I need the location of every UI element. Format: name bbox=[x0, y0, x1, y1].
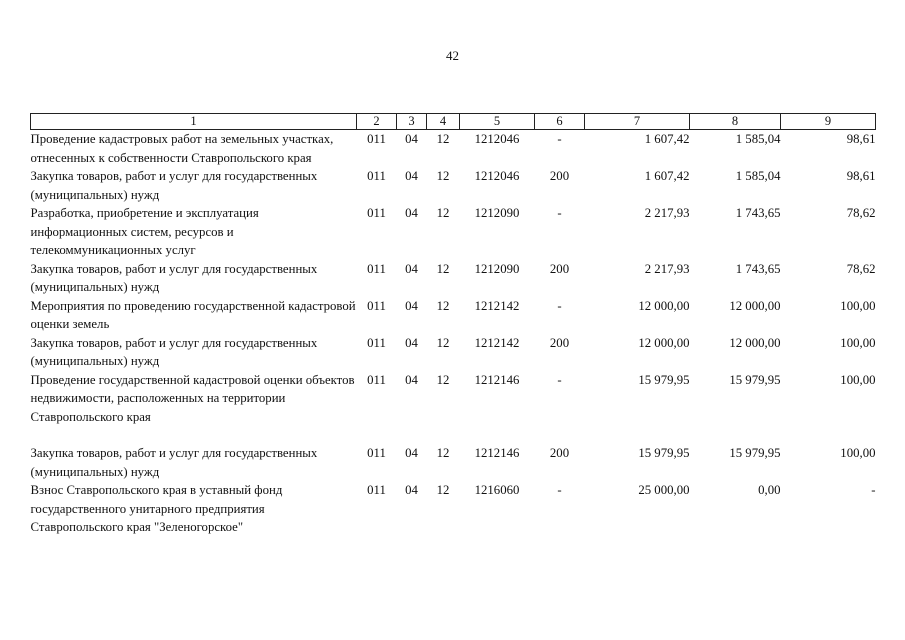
cell-c7: 15 979,95 bbox=[638, 446, 690, 460]
column-header-4: 4 bbox=[427, 114, 460, 130]
cell-c2: 011 bbox=[367, 298, 386, 313]
row-name: Проведение государственной кадастровой оценки объектов недвижимости, расположенных на территории Ставропольского края bbox=[30, 372, 355, 424]
cell-c4: 12 bbox=[436, 446, 450, 460]
cell-c4: 12 bbox=[436, 206, 450, 220]
cell-c7: 1 607,42 bbox=[644, 169, 690, 183]
header-row bbox=[31, 114, 876, 130]
cell-c3: 04 bbox=[405, 206, 418, 220]
table-row bbox=[31, 167, 876, 204]
cell-c5: 1212146 bbox=[474, 446, 520, 460]
cell-c6: - bbox=[557, 206, 562, 220]
cell-c8: 15 979,95 bbox=[729, 372, 781, 387]
row-name: Закупка товаров, работ и услуг для государственных (муниципальных) нужд bbox=[30, 335, 318, 368]
cell-c5: 1212046 bbox=[474, 132, 520, 146]
cell-c2: 011 bbox=[367, 483, 386, 497]
table-row bbox=[31, 204, 876, 260]
row-name: Проведение кадастровых работ на земельных участках, отнесенных к собственности Ставропольского края bbox=[30, 132, 334, 165]
cell-c3: 04 bbox=[405, 169, 418, 183]
column-header-8: 8 bbox=[690, 114, 781, 130]
cell-c9: - bbox=[871, 483, 876, 497]
cell-c9: 100,00 bbox=[840, 335, 876, 350]
cell-c7: 1 607,42 bbox=[644, 132, 690, 146]
row-name: Разработка, приобретение и эксплуатация информационных систем, ресурсов и телекоммуникационных услуг bbox=[30, 206, 259, 257]
cell-c2: 011 bbox=[367, 372, 386, 387]
cell-c3: 04 bbox=[405, 132, 418, 146]
column-header-7: 7 bbox=[585, 114, 690, 130]
row-name: Закупка товаров, работ и услуг для государственных (муниципальных) нужд bbox=[30, 169, 318, 202]
cell-c7: 12 000,00 bbox=[638, 335, 690, 350]
cell-c9: 78,62 bbox=[846, 261, 876, 276]
row-name: Закупка товаров, работ и услуг для государственных (муниципальных) нужд bbox=[30, 446, 318, 479]
cell-c3: 04 bbox=[405, 483, 418, 497]
cell-c7: 2 217,93 bbox=[644, 206, 690, 220]
cell-c2: 011 bbox=[367, 446, 386, 460]
cell-c4: 12 bbox=[436, 335, 450, 350]
cell-c5: 1212090 bbox=[474, 261, 520, 276]
cell-c3: 04 bbox=[405, 335, 418, 350]
column-header-6: 6 bbox=[535, 114, 585, 130]
table-row bbox=[31, 444, 876, 481]
table-row bbox=[31, 297, 876, 334]
cell-c5: 1212046 bbox=[474, 169, 520, 183]
cell-c9: 100,00 bbox=[840, 298, 876, 313]
column-header-1: 1 bbox=[31, 114, 357, 130]
cell-c2: 011 bbox=[367, 206, 386, 220]
page-number: 42 bbox=[446, 48, 459, 63]
cell-c3: 04 bbox=[405, 298, 418, 313]
cell-c2: 011 bbox=[367, 335, 386, 350]
cell-c5: 1216060 bbox=[474, 483, 520, 497]
cell-c6: - bbox=[557, 132, 562, 146]
table-row bbox=[31, 334, 876, 371]
column-header-2: 2 bbox=[357, 114, 397, 130]
cell-c7: 2 217,93 bbox=[644, 261, 690, 276]
cell-c8: 1 585,04 bbox=[735, 169, 781, 183]
cell-c5: 1212090 bbox=[474, 206, 520, 220]
column-header-5: 5 bbox=[460, 114, 535, 130]
cell-c6: - bbox=[557, 483, 562, 497]
cell-c2: 011 bbox=[367, 169, 386, 183]
cell-c3: 04 bbox=[405, 372, 418, 387]
cell-c4: 12 bbox=[436, 372, 450, 387]
table-row bbox=[31, 260, 876, 297]
table-row bbox=[31, 481, 876, 537]
cell-c4: 12 bbox=[436, 261, 450, 276]
cell-c6: - bbox=[557, 298, 562, 313]
cell-c5: 1212142 bbox=[474, 298, 520, 313]
cell-c9: 78,62 bbox=[846, 206, 876, 220]
cell-c8: 15 979,95 bbox=[729, 446, 781, 460]
cell-c8: 1 743,65 bbox=[735, 206, 781, 220]
row-name: Мероприятия по проведению государственной кадастровой оценки земель bbox=[30, 298, 356, 331]
cell-c7: 12 000,00 bbox=[638, 298, 690, 313]
column-header-3: 3 bbox=[397, 114, 427, 130]
cell-c4: 12 bbox=[436, 298, 450, 313]
cell-c7: 25 000,00 bbox=[638, 483, 690, 497]
table-row bbox=[31, 371, 876, 427]
cell-c6: 200 bbox=[549, 261, 570, 276]
column-header-9: 9 bbox=[781, 114, 876, 130]
cell-c4: 12 bbox=[436, 132, 450, 146]
cell-c8: 1 585,04 bbox=[735, 132, 781, 146]
cell-c2: 011 bbox=[367, 132, 386, 146]
cell-c3: 04 bbox=[405, 261, 418, 276]
cell-c9: 100,00 bbox=[840, 446, 876, 460]
row-name: Закупка товаров, работ и услуг для государственных (муниципальных) нужд bbox=[30, 261, 318, 294]
cell-c4: 12 bbox=[436, 169, 450, 183]
cell-c8: 0,00 bbox=[758, 483, 781, 497]
cell-c9: 98,61 bbox=[846, 132, 876, 146]
spacer-row bbox=[31, 426, 876, 444]
row-name: Взнос Ставропольского края в уставный фонд государственного унитарного предприятия Ставропольского края "Зеленогорское" bbox=[30, 483, 283, 534]
budget-table bbox=[30, 113, 876, 537]
cell-c8: 12 000,00 bbox=[729, 335, 781, 350]
spacer-cell bbox=[31, 426, 876, 444]
cell-c9: 100,00 bbox=[840, 372, 876, 387]
cell-c8: 1 743,65 bbox=[735, 261, 781, 276]
cell-c4: 12 bbox=[436, 483, 450, 497]
cell-c6: 200 bbox=[549, 335, 570, 350]
table-row bbox=[31, 130, 876, 168]
cell-c3: 04 bbox=[405, 446, 418, 460]
cell-c7: 15 979,95 bbox=[638, 372, 690, 387]
cell-c9: 98,61 bbox=[846, 169, 876, 183]
cell-c2: 011 bbox=[367, 261, 386, 276]
cell-c8: 12 000,00 bbox=[729, 298, 781, 313]
cell-c6: 200 bbox=[549, 169, 570, 183]
cell-c6: 200 bbox=[549, 446, 570, 460]
cell-c6: - bbox=[557, 372, 562, 387]
cell-c5: 1212146 bbox=[474, 372, 520, 387]
cell-c5: 1212142 bbox=[474, 335, 520, 350]
